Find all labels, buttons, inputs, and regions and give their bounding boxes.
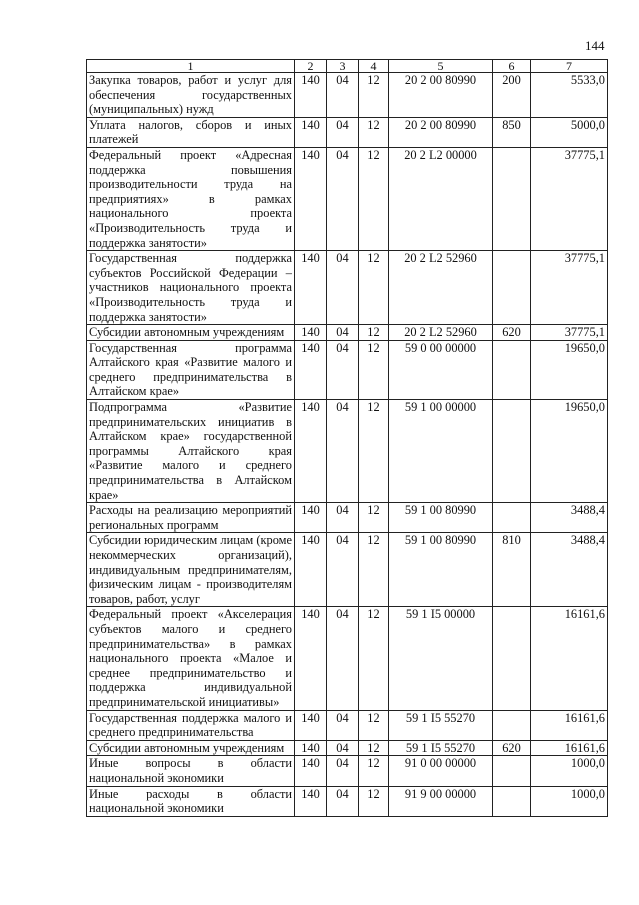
target-article-code-cell: 20 2 L2 52960: [389, 251, 493, 325]
subsection-code-cell: 12: [359, 325, 389, 341]
section-code-cell: 04: [327, 340, 359, 399]
item-name-cell: Закупка товаров, работ и услуг для обеспечения государственных (муниципальных) нужд: [87, 73, 295, 118]
item-name-cell: Федеральный проект «Акселерация субъектов малого и среднего предпринимательства» в рамках национального проекта «Малое и среднее предпринимательство и поддержка индивидуальной предпринимательской инициативы»: [87, 607, 295, 710]
item-name-cell: Субсидии автономным учреждениям: [87, 740, 295, 756]
ministry-code-cell: 140: [295, 607, 327, 710]
ministry-code-cell: 140: [295, 147, 327, 250]
section-code-cell: 04: [327, 786, 359, 816]
table-row: [87, 740, 608, 756]
ministry-code-cell: 140: [295, 400, 327, 503]
table-row: [87, 325, 608, 341]
page-number: 144: [585, 38, 605, 53]
header-cell: 1: [87, 60, 295, 73]
target-article-code-cell: 91 9 00 00000: [389, 786, 493, 816]
section-code-cell: 04: [327, 503, 359, 533]
table-row: [87, 533, 608, 607]
item-name-cell: Расходы на реализацию мероприятий региональных программ: [87, 503, 295, 533]
item-name-cell: Субсидии юридическим лицам (кроме некоммерческих организаций), индивидуальным предпринимателям, физическим лицам - производителям товаров, работ, услуг: [87, 533, 295, 607]
subsection-code-cell: 12: [359, 340, 389, 399]
target-article-code-cell: 59 1 I5 55270: [389, 740, 493, 756]
table-row: [87, 756, 608, 786]
subsection-code-cell: 12: [359, 740, 389, 756]
expense-type-code-cell: [493, 251, 531, 325]
ministry-code-cell: 140: [295, 786, 327, 816]
ministry-code-cell: 140: [295, 740, 327, 756]
subsection-code-cell: 12: [359, 147, 389, 250]
amount-cell: 5533,0: [531, 73, 608, 118]
target-article-code-cell: 59 1 I5 55270: [389, 710, 493, 740]
subsection-code-cell: 12: [359, 533, 389, 607]
header-cell: 6: [493, 60, 531, 73]
subsection-code-cell: 12: [359, 73, 389, 118]
subsection-code-cell: 12: [359, 503, 389, 533]
header-cell: 4: [359, 60, 389, 73]
expense-type-code-cell: 850: [493, 117, 531, 147]
table-row: [87, 73, 608, 118]
item-name-cell: Подпрограмма «Развитие предпринимательских инициатив в Алтайском крае» государственной программы Алтайского края «Развитие малого и среднего предпринимательства в Алтайском крае»: [87, 400, 295, 503]
item-name-cell: Уплата налогов, сборов и иных платежей: [87, 117, 295, 147]
target-article-code-cell: 91 0 00 00000: [389, 756, 493, 786]
item-name-cell: Субсидии автономным учреждениям: [87, 325, 295, 341]
amount-cell: 3488,4: [531, 503, 608, 533]
target-article-code-cell: 20 2 L2 00000: [389, 147, 493, 250]
expense-type-code-cell: [493, 147, 531, 250]
target-article-code-cell: 20 2 00 80990: [389, 73, 493, 118]
section-code-cell: 04: [327, 147, 359, 250]
expense-type-code-cell: [493, 756, 531, 786]
expense-type-code-cell: 620: [493, 740, 531, 756]
expense-type-code-cell: 200: [493, 73, 531, 118]
ministry-code-cell: 140: [295, 73, 327, 118]
section-code-cell: 04: [327, 251, 359, 325]
header-cell: 5: [389, 60, 493, 73]
amount-cell: 37775,1: [531, 325, 608, 341]
header-cell: 3: [327, 60, 359, 73]
subsection-code-cell: 12: [359, 400, 389, 503]
table-row: [87, 400, 608, 503]
item-name-cell: Государственная поддержка малого и среднего предпринимательства: [87, 710, 295, 740]
table-row: [87, 710, 608, 740]
amount-cell: 16161,6: [531, 740, 608, 756]
amount-cell: 5000,0: [531, 117, 608, 147]
amount-cell: 19650,0: [531, 340, 608, 399]
table-row: [87, 607, 608, 710]
item-name-cell: Государственная поддержка субъектов Российской Федерации – участников национального проекта «Производительность труда и поддержка занятости»: [87, 251, 295, 325]
amount-cell: 1000,0: [531, 756, 608, 786]
ministry-code-cell: 140: [295, 533, 327, 607]
amount-cell: 37775,1: [531, 147, 608, 250]
ministry-code-cell: 140: [295, 117, 327, 147]
table-row: [87, 251, 608, 325]
target-article-code-cell: 20 2 L2 52960: [389, 325, 493, 341]
expense-type-code-cell: 620: [493, 325, 531, 341]
section-code-cell: 04: [327, 533, 359, 607]
subsection-code-cell: 12: [359, 607, 389, 710]
target-article-code-cell: 59 1 00 00000: [389, 400, 493, 503]
expense-type-code-cell: 810: [493, 533, 531, 607]
header-cell: 7: [531, 60, 608, 73]
expense-type-code-cell: [493, 400, 531, 503]
amount-cell: 16161,6: [531, 607, 608, 710]
ministry-code-cell: 140: [295, 251, 327, 325]
ministry-code-cell: 140: [295, 340, 327, 399]
header-cell: 2: [295, 60, 327, 73]
expense-type-code-cell: [493, 710, 531, 740]
amount-cell: 3488,4: [531, 533, 608, 607]
section-code-cell: 04: [327, 73, 359, 118]
item-name-cell: Иные расходы в области национальной экономики: [87, 786, 295, 816]
subsection-code-cell: 12: [359, 251, 389, 325]
target-article-code-cell: 59 1 I5 00000: [389, 607, 493, 710]
table-row: [87, 503, 608, 533]
ministry-code-cell: 140: [295, 756, 327, 786]
section-code-cell: 04: [327, 607, 359, 710]
subsection-code-cell: 12: [359, 117, 389, 147]
item-name-cell: Федеральный проект «Адресная поддержка повышения производительности труда на предприятиях» в рамках национального проекта «Производительность труда и поддержка занятости»: [87, 147, 295, 250]
ministry-code-cell: 140: [295, 503, 327, 533]
section-code-cell: 04: [327, 740, 359, 756]
subsection-code-cell: 12: [359, 786, 389, 816]
amount-cell: 19650,0: [531, 400, 608, 503]
section-code-cell: 04: [327, 117, 359, 147]
section-code-cell: 04: [327, 325, 359, 341]
table-row: [87, 147, 608, 250]
target-article-code-cell: 20 2 00 80990: [389, 117, 493, 147]
budget-table: [86, 59, 608, 817]
section-code-cell: 04: [327, 400, 359, 503]
table-row: [87, 117, 608, 147]
subsection-code-cell: 12: [359, 710, 389, 740]
amount-cell: 16161,6: [531, 710, 608, 740]
target-article-code-cell: 59 1 00 80990: [389, 503, 493, 533]
amount-cell: 37775,1: [531, 251, 608, 325]
subsection-code-cell: 12: [359, 756, 389, 786]
expense-type-code-cell: [493, 786, 531, 816]
target-article-code-cell: 59 1 00 80990: [389, 533, 493, 607]
amount-cell: 1000,0: [531, 786, 608, 816]
item-name-cell: Иные вопросы в области национальной экономики: [87, 756, 295, 786]
target-article-code-cell: 59 0 00 00000: [389, 340, 493, 399]
expense-type-code-cell: [493, 340, 531, 399]
table-row: [87, 786, 608, 816]
header-row: [87, 60, 608, 73]
section-code-cell: 04: [327, 710, 359, 740]
expense-type-code-cell: [493, 503, 531, 533]
ministry-code-cell: 140: [295, 325, 327, 341]
table-row: [87, 340, 608, 399]
item-name-cell: Государственная программа Алтайского края «Развитие малого и среднего предпринимательства в Алтайском крае»: [87, 340, 295, 399]
expense-type-code-cell: [493, 607, 531, 710]
ministry-code-cell: 140: [295, 710, 327, 740]
section-code-cell: 04: [327, 756, 359, 786]
